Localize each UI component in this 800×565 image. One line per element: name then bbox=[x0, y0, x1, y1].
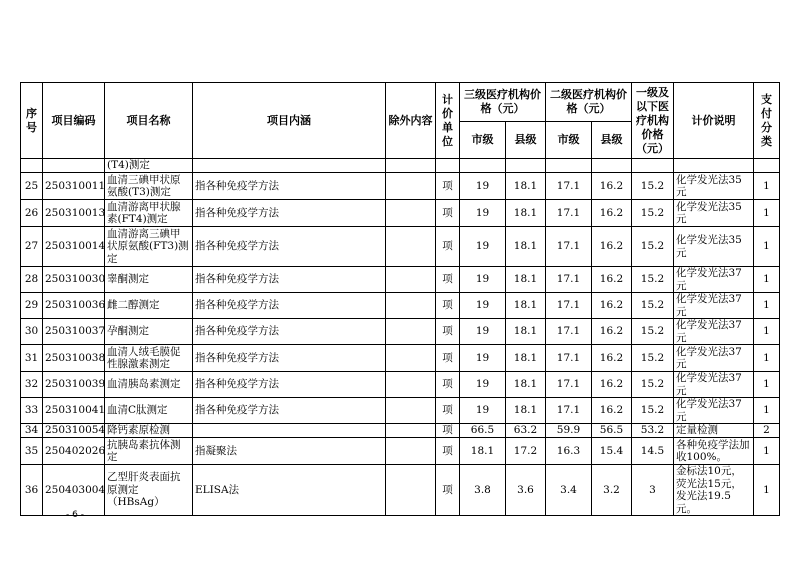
cell-content: 指各种免疫学方法 bbox=[193, 293, 386, 319]
cell-seq bbox=[21, 159, 43, 173]
cell-unit: 项 bbox=[436, 372, 460, 398]
cell-l2county: 15.4 bbox=[592, 438, 632, 465]
cell-seq: 35 bbox=[21, 438, 43, 465]
cell-pay: 2 bbox=[754, 424, 780, 438]
cell-pay: 1 bbox=[754, 293, 780, 319]
cell-code: 250310013 bbox=[43, 200, 105, 227]
cell-l3city: 19 bbox=[460, 200, 506, 227]
cell-seq: 27 bbox=[21, 227, 43, 267]
cell-note: 化学发光法37元 bbox=[674, 372, 754, 398]
cell-l1: 15.2 bbox=[632, 200, 674, 227]
cell-unit: 项 bbox=[436, 200, 460, 227]
cell-l1: 15.2 bbox=[632, 173, 674, 200]
header-level2-county: 县级 bbox=[592, 122, 632, 159]
cell-l2county: 56.5 bbox=[592, 424, 632, 438]
cell-l3county: 18.1 bbox=[506, 372, 546, 398]
cell-content: ELISA法 bbox=[193, 465, 386, 516]
table-body bbox=[21, 159, 780, 516]
cell-l3city: 66.5 bbox=[460, 424, 506, 438]
cell-exclude bbox=[386, 319, 436, 345]
cell-content: 指各种免疫学方法 bbox=[193, 200, 386, 227]
cell-seq: 36 bbox=[21, 465, 43, 516]
cell-l2city: 17.1 bbox=[546, 372, 592, 398]
cell-seq: 26 bbox=[21, 200, 43, 227]
cell-note: 化学发光法37元 bbox=[674, 267, 754, 293]
cell-exclude bbox=[386, 398, 436, 424]
header-level3: 三级医疗机构价格（元） bbox=[460, 83, 546, 122]
cell-l2city: 59.9 bbox=[546, 424, 592, 438]
table-row bbox=[21, 424, 780, 438]
cell-l1: 15.2 bbox=[632, 372, 674, 398]
cell-l2county: 3.2 bbox=[592, 465, 632, 516]
cell-l3city: 19 bbox=[460, 173, 506, 200]
cell-l2county: 16.2 bbox=[592, 227, 632, 267]
cell-unit: 项 bbox=[436, 293, 460, 319]
table-header bbox=[21, 83, 780, 159]
cell-name: (T4)测定 bbox=[105, 159, 193, 173]
cell-l3city: 19 bbox=[460, 293, 506, 319]
cell-name: 血清游离甲状腺素(FT4)测定 bbox=[105, 200, 193, 227]
cell-seq: 32 bbox=[21, 372, 43, 398]
cell-exclude bbox=[386, 267, 436, 293]
cell-l3county: 18.1 bbox=[506, 173, 546, 200]
cell-l1: 15.2 bbox=[632, 319, 674, 345]
cell-unit: 项 bbox=[436, 267, 460, 293]
cell-code: 250402026 bbox=[43, 438, 105, 465]
table-row bbox=[21, 267, 780, 293]
cell-name: 血清三碘甲状原氨酸(T3)测定 bbox=[105, 173, 193, 200]
header-exclude: 除外内容 bbox=[386, 83, 436, 159]
cell-exclude bbox=[386, 372, 436, 398]
cell-l3city: 19 bbox=[460, 372, 506, 398]
cell-exclude bbox=[386, 465, 436, 516]
cell-l3county: 17.2 bbox=[506, 438, 546, 465]
header-code: 项目编码 bbox=[43, 83, 105, 159]
cell-content: 指各种免疫学方法 bbox=[193, 227, 386, 267]
cell-name: 血清胰岛素测定 bbox=[105, 372, 193, 398]
cell-seq: 33 bbox=[21, 398, 43, 424]
cell-note: 化学发光法35元 bbox=[674, 227, 754, 267]
cell-name: 降钙素原检测 bbox=[105, 424, 193, 438]
cell-content: 指各种免疫学方法 bbox=[193, 398, 386, 424]
cell-seq: 30 bbox=[21, 319, 43, 345]
cell-l1: 15.2 bbox=[632, 345, 674, 372]
cell-pay: 1 bbox=[754, 372, 780, 398]
cell-l3county: 18.1 bbox=[506, 227, 546, 267]
cell-code: 250403004 bbox=[43, 465, 105, 516]
cell-l2city: 17.1 bbox=[546, 319, 592, 345]
cell-l2county: 16.2 bbox=[592, 319, 632, 345]
cell-l1: 15.2 bbox=[632, 398, 674, 424]
cell-note: 化学发光法37元 bbox=[674, 293, 754, 319]
cell-exclude bbox=[386, 293, 436, 319]
header-content: 项目内涵 bbox=[193, 83, 386, 159]
cell-seq: 25 bbox=[21, 173, 43, 200]
cell-unit: 项 bbox=[436, 438, 460, 465]
cell-note: 定量检测 bbox=[674, 424, 754, 438]
cell-content: 指各种免疫学方法 bbox=[193, 372, 386, 398]
cell-unit: 项 bbox=[436, 319, 460, 345]
cell-l3county: 18.1 bbox=[506, 345, 546, 372]
cell-l1 bbox=[632, 159, 674, 173]
cell-exclude bbox=[386, 438, 436, 465]
cell-seq: 31 bbox=[21, 345, 43, 372]
cell-code: 250310041 bbox=[43, 398, 105, 424]
cell-content: 指各种免疫学方法 bbox=[193, 267, 386, 293]
cell-l2county: 16.2 bbox=[592, 398, 632, 424]
cell-note: 金标法10元，荧光法15元，发光法19.5元。 bbox=[674, 465, 754, 516]
cell-l3city bbox=[460, 159, 506, 173]
cell-note: 各种免疫学法加收100%。 bbox=[674, 438, 754, 465]
cell-l3city: 19 bbox=[460, 319, 506, 345]
header-seq: 序号 bbox=[21, 83, 43, 159]
cell-content: 指各种免疫学方法 bbox=[193, 173, 386, 200]
header-level2: 二级医疗机构价格（元） bbox=[546, 83, 632, 122]
cell-l2city: 16.3 bbox=[546, 438, 592, 465]
cell-code: 250310039 bbox=[43, 372, 105, 398]
table-row bbox=[21, 293, 780, 319]
cell-code: 250310037 bbox=[43, 319, 105, 345]
table-row bbox=[21, 465, 780, 516]
cell-l2city: 17.1 bbox=[546, 267, 592, 293]
cell-note: 化学发光法35元 bbox=[674, 173, 754, 200]
cell-content bbox=[193, 424, 386, 438]
cell-code: 250310014 bbox=[43, 227, 105, 267]
cell-exclude bbox=[386, 227, 436, 267]
cell-pay bbox=[754, 159, 780, 173]
cell-l3city: 19 bbox=[460, 267, 506, 293]
cell-l2city: 17.1 bbox=[546, 173, 592, 200]
cell-l1: 3 bbox=[632, 465, 674, 516]
cell-l2county: 16.2 bbox=[592, 372, 632, 398]
table-row bbox=[21, 173, 780, 200]
cell-unit: 项 bbox=[436, 173, 460, 200]
cell-note: 化学发光法37元 bbox=[674, 398, 754, 424]
cell-unit: 项 bbox=[436, 465, 460, 516]
table-row bbox=[21, 227, 780, 267]
cell-name: 睾酮测定 bbox=[105, 267, 193, 293]
cell-l2city: 17.1 bbox=[546, 345, 592, 372]
cell-l1: 15.2 bbox=[632, 267, 674, 293]
cell-pay: 1 bbox=[754, 438, 780, 465]
header-name: 项目名称 bbox=[105, 83, 193, 159]
cell-l3county: 18.1 bbox=[506, 267, 546, 293]
cell-exclude bbox=[386, 173, 436, 200]
cell-note: 化学发光法35元 bbox=[674, 200, 754, 227]
cell-name: 抗胰岛素抗体测定 bbox=[105, 438, 193, 465]
cell-l3county: 18.1 bbox=[506, 319, 546, 345]
cell-pay: 1 bbox=[754, 398, 780, 424]
cell-l3county: 18.1 bbox=[506, 200, 546, 227]
cell-pay: 1 bbox=[754, 200, 780, 227]
cell-l3county: 63.2 bbox=[506, 424, 546, 438]
cell-code: 250310038 bbox=[43, 345, 105, 372]
cell-l2city: 17.1 bbox=[546, 293, 592, 319]
header-level3-city: 市级 bbox=[460, 122, 506, 159]
cell-l3city: 3.8 bbox=[460, 465, 506, 516]
cell-name: 血清C肽测定 bbox=[105, 398, 193, 424]
cell-seq: 29 bbox=[21, 293, 43, 319]
cell-pay: 1 bbox=[754, 173, 780, 200]
table-row bbox=[21, 200, 780, 227]
table-row bbox=[21, 159, 780, 173]
table-row bbox=[21, 438, 780, 465]
cell-unit: 项 bbox=[436, 345, 460, 372]
cell-l3city: 18.1 bbox=[460, 438, 506, 465]
cell-l2city: 17.1 bbox=[546, 398, 592, 424]
cell-l3county: 3.6 bbox=[506, 465, 546, 516]
cell-l2city bbox=[546, 159, 592, 173]
cell-name: 孕酮测定 bbox=[105, 319, 193, 345]
cell-seq: 28 bbox=[21, 267, 43, 293]
cell-unit: 项 bbox=[436, 424, 460, 438]
cell-name: 血清人绒毛膜促性腺激素测定 bbox=[105, 345, 193, 372]
table-row bbox=[21, 372, 780, 398]
cell-l2county: 16.2 bbox=[592, 173, 632, 200]
cell-note: 化学发光法37元 bbox=[674, 319, 754, 345]
cell-l3county bbox=[506, 159, 546, 173]
cell-l1: 15.2 bbox=[632, 293, 674, 319]
cell-content bbox=[193, 159, 386, 173]
cell-exclude bbox=[386, 345, 436, 372]
cell-l3city: 19 bbox=[460, 398, 506, 424]
cell-pay: 1 bbox=[754, 465, 780, 516]
cell-code: 250310036 bbox=[43, 293, 105, 319]
cell-l2county: 16.2 bbox=[592, 293, 632, 319]
cell-l2county bbox=[592, 159, 632, 173]
header-pay: 支付分类 bbox=[754, 83, 780, 159]
table-row bbox=[21, 398, 780, 424]
cell-exclude bbox=[386, 424, 436, 438]
cell-l2county: 16.2 bbox=[592, 267, 632, 293]
cell-content: 指各种免疫学方法 bbox=[193, 345, 386, 372]
cell-l1: 14.5 bbox=[632, 438, 674, 465]
page-number: - 6 - bbox=[66, 510, 84, 520]
header-level2-city: 市级 bbox=[546, 122, 592, 159]
cell-l2city: 17.1 bbox=[546, 227, 592, 267]
cell-code: 250310011 bbox=[43, 173, 105, 200]
cell-unit: 项 bbox=[436, 398, 460, 424]
cell-code: 250310054 bbox=[43, 424, 105, 438]
cell-unit: 项 bbox=[436, 227, 460, 267]
cell-note bbox=[674, 159, 754, 173]
cell-exclude bbox=[386, 159, 436, 173]
header-note: 计价说明 bbox=[674, 83, 754, 159]
cell-l1: 53.2 bbox=[632, 424, 674, 438]
cell-pay: 1 bbox=[754, 319, 780, 345]
header-unit: 计价单位 bbox=[436, 83, 460, 159]
cell-code bbox=[43, 159, 105, 173]
cell-seq: 34 bbox=[21, 424, 43, 438]
cell-exclude bbox=[386, 200, 436, 227]
cell-l2city: 3.4 bbox=[546, 465, 592, 516]
cell-l1: 15.2 bbox=[632, 227, 674, 267]
cell-l3county: 18.1 bbox=[506, 293, 546, 319]
cell-code: 250310030 bbox=[43, 267, 105, 293]
cell-pay: 1 bbox=[754, 345, 780, 372]
header-level1: 一级及以下医疗机构价格（元） bbox=[632, 83, 674, 159]
cell-l3county: 18.1 bbox=[506, 398, 546, 424]
price-table bbox=[20, 82, 780, 516]
cell-l2county: 16.2 bbox=[592, 200, 632, 227]
cell-name: 雌二醇测定 bbox=[105, 293, 193, 319]
header-level3-county: 县级 bbox=[506, 122, 546, 159]
cell-l3city: 19 bbox=[460, 227, 506, 267]
cell-name: 血清游离三碘甲状原氨酸(FT3)测定 bbox=[105, 227, 193, 267]
cell-content: 指各种免疫学方法 bbox=[193, 319, 386, 345]
cell-content: 指凝聚法 bbox=[193, 438, 386, 465]
cell-name: 乙型肝炎表面抗原测定（HBsAg） bbox=[105, 465, 193, 516]
cell-l2city: 17.1 bbox=[546, 200, 592, 227]
cell-l2county: 16.2 bbox=[592, 345, 632, 372]
cell-l3city: 19 bbox=[460, 345, 506, 372]
cell-pay: 1 bbox=[754, 267, 780, 293]
cell-note: 化学发光法37元 bbox=[674, 345, 754, 372]
table-row bbox=[21, 345, 780, 372]
cell-unit bbox=[436, 159, 460, 173]
cell-pay: 1 bbox=[754, 227, 780, 267]
table-row bbox=[21, 319, 780, 345]
